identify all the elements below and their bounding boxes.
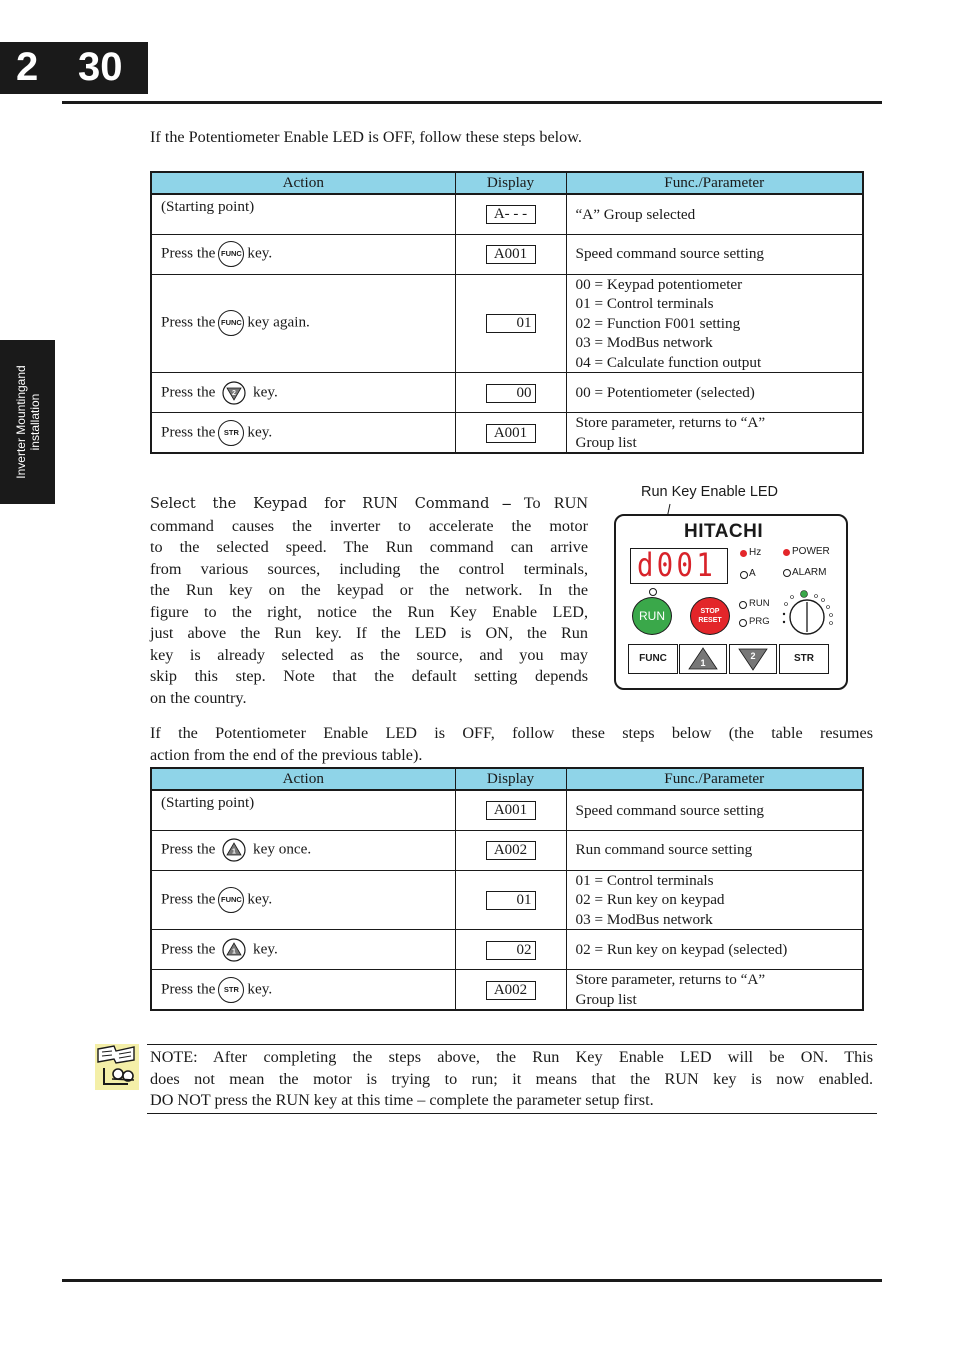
a-led [740, 571, 748, 579]
page-number: 30 [78, 45, 123, 89]
param-cell: Speed command source setting [566, 790, 863, 830]
table-row: Press the 1 key. 02 02 = Run key on keypad (selected) [151, 930, 863, 970]
func-button[interactable]: FUNC [628, 644, 678, 674]
run-key-led-callout: Run Key Enable LED [641, 484, 779, 500]
table-row: Press the FUNC key again. 01 00 = Keypad potentiometer 01 = Control terminals 02 = Function F001 setting 03 = ModBus network 04 = Calculate function output [151, 274, 863, 373]
svg-text:1: 1 [232, 848, 237, 856]
display-value: A001 [486, 424, 536, 443]
display-value: A002 [486, 841, 536, 860]
alarm-led [783, 569, 791, 577]
side-tab [0, 340, 55, 504]
note-icon [94, 1043, 140, 1091]
display-value: 01 [486, 891, 536, 910]
table-row: Press the 2 key. 00 00 = Potentiometer (selected) [151, 373, 863, 413]
run-key-enable-led [649, 588, 657, 596]
intro-paragraph-1: If the Potentiometer Enable LED is OFF, follow these steps below. [150, 128, 582, 146]
display-value: 00 [486, 384, 536, 403]
note-bottom-rule [147, 1113, 877, 1114]
up-key-icon [222, 938, 246, 962]
param-cell: 00 = Keypad potentiometer 01 = Control terminals 02 = Function F001 setting 03 = ModBus network 04 = Calculate function output [566, 274, 863, 373]
header-param: Func./Parameter [566, 172, 863, 194]
run-led [739, 601, 747, 609]
seven-segment-display [630, 548, 728, 584]
str-button[interactable]: STR [779, 644, 829, 674]
table-row: Press the FUNC key. 01 01 = Control terminals 02 = Run key on keypad 03 = ModBus network [151, 870, 863, 930]
table-header-row [151, 172, 863, 194]
header-param: Func./Parameter [566, 768, 863, 790]
run-button[interactable]: RUN [632, 597, 672, 635]
down-button-icon[interactable] [729, 644, 777, 674]
param-cell: 02 = Run key on keypad (selected) [566, 930, 863, 970]
prg-led-label: PRG [749, 616, 770, 627]
power-label: POWER [792, 546, 830, 557]
header-rule [62, 101, 882, 104]
table-row: Press the STR key. A001 Store parameter, returns to “A” Group list [151, 413, 863, 454]
hz-label: Hz [749, 547, 762, 558]
svg-text:1: 1 [232, 948, 237, 955]
display-value: A002 [486, 981, 536, 1000]
steps-table-2 [150, 767, 864, 1011]
table-row [151, 790, 863, 830]
func-key-icon: FUNC [218, 887, 244, 913]
param-cell: “A” Group selected [566, 194, 863, 234]
run-led-label: RUN [749, 598, 770, 609]
table-row: Press the STR key. A002 Store parameter, returns to “A” Group list [151, 970, 863, 1011]
keypad-figure [614, 514, 848, 690]
display-value: 02 [486, 941, 536, 960]
display-value: A001 [486, 801, 536, 820]
display-value: A001 [486, 245, 536, 264]
steps-table-1 [150, 171, 864, 454]
down-button-label: 2 [750, 651, 756, 661]
action-cell: (Starting point) [151, 790, 455, 830]
chapter-number: 2 [16, 45, 39, 89]
power-led [783, 549, 790, 556]
str-key-icon: STR [218, 977, 244, 1003]
header-action: Action [151, 768, 455, 790]
note-top-rule [147, 1044, 877, 1045]
footer-rule [62, 1279, 882, 1282]
section-paragraph: Select the Keypad for RUN Command – To RUN command causes the inverter to accelerate the motor to the selected speed. The Run command can arrive from various sources, including the control terminals, the Run key on the keypad or the network. In the figure to the right, notice the Run Key Enable LED, just above the Run key. If the LED is ON, the Run key is already selected as the source, and you may skip this step. Note that the default setting depends on the country. [150, 494, 589, 707]
display-value: 01 [486, 314, 536, 333]
up-key-icon [222, 838, 246, 862]
table-row: Press the FUNC key. A001 Speed command source setting [151, 234, 863, 274]
display-value: A- - - [486, 205, 536, 224]
func-key-icon: FUNC [218, 310, 244, 336]
param-cell: 01 = Control terminals 02 = Run key on keypad 03 = ModBus network [566, 870, 863, 930]
param-cell: Speed command source setting [566, 234, 863, 274]
down-key-icon [222, 381, 246, 405]
hz-led [740, 550, 747, 557]
table-row: Press the 1 key once. A002 Run command source setting [151, 830, 863, 870]
header-action: Action [151, 172, 455, 194]
header-display: Display [455, 768, 566, 790]
action-cell: (Starting point) [151, 194, 455, 234]
str-key-icon: STR [218, 420, 244, 446]
param-cell: Store parameter, returns to “A” Group list [566, 970, 863, 1011]
note-paragraph: NOTE: After completing the steps above, the Run Key Enable LED will be ON. This does not mean the motor is trying to run; it means that the RUN key is now enabled. DO NOT press the RUN key at this time – complete the parameter setup first. [150, 1048, 873, 1109]
up-button-icon[interactable] [679, 644, 727, 674]
table-header-row [151, 768, 863, 790]
side-tab-line2: installation [27, 393, 42, 451]
a-label: A [749, 568, 756, 579]
section-heading: Select the Keypad for RUN Command [150, 496, 490, 512]
side-tab-line1: Inverter Mountingand [13, 365, 28, 479]
param-cell: Store parameter, returns to “A” Group list [566, 413, 863, 454]
page-number-box [0, 42, 148, 94]
up-button-label: 1 [700, 658, 706, 668]
param-cell: Run command source setting [566, 830, 863, 870]
intro-paragraph-2: If the Potentiometer Enable LED is OFF, follow these steps below (the table resumes action from the end of the previous table). [150, 724, 873, 764]
prg-led [739, 619, 747, 627]
stop-reset-button[interactable]: STOP RESET [690, 597, 730, 635]
brand-label: HITACHI [684, 521, 764, 542]
header-display: Display [455, 172, 566, 194]
svg-text:2: 2 [232, 389, 237, 397]
alarm-label: ALARM [792, 567, 827, 578]
potentiometer-knob-icon[interactable] [776, 584, 840, 642]
display-readout: d001 [637, 546, 717, 584]
func-key-icon: FUNC [218, 241, 244, 267]
param-cell: 00 = Potentiometer (selected) [566, 373, 863, 413]
table-row [151, 194, 863, 234]
note-label: NOTE [150, 1048, 194, 1066]
